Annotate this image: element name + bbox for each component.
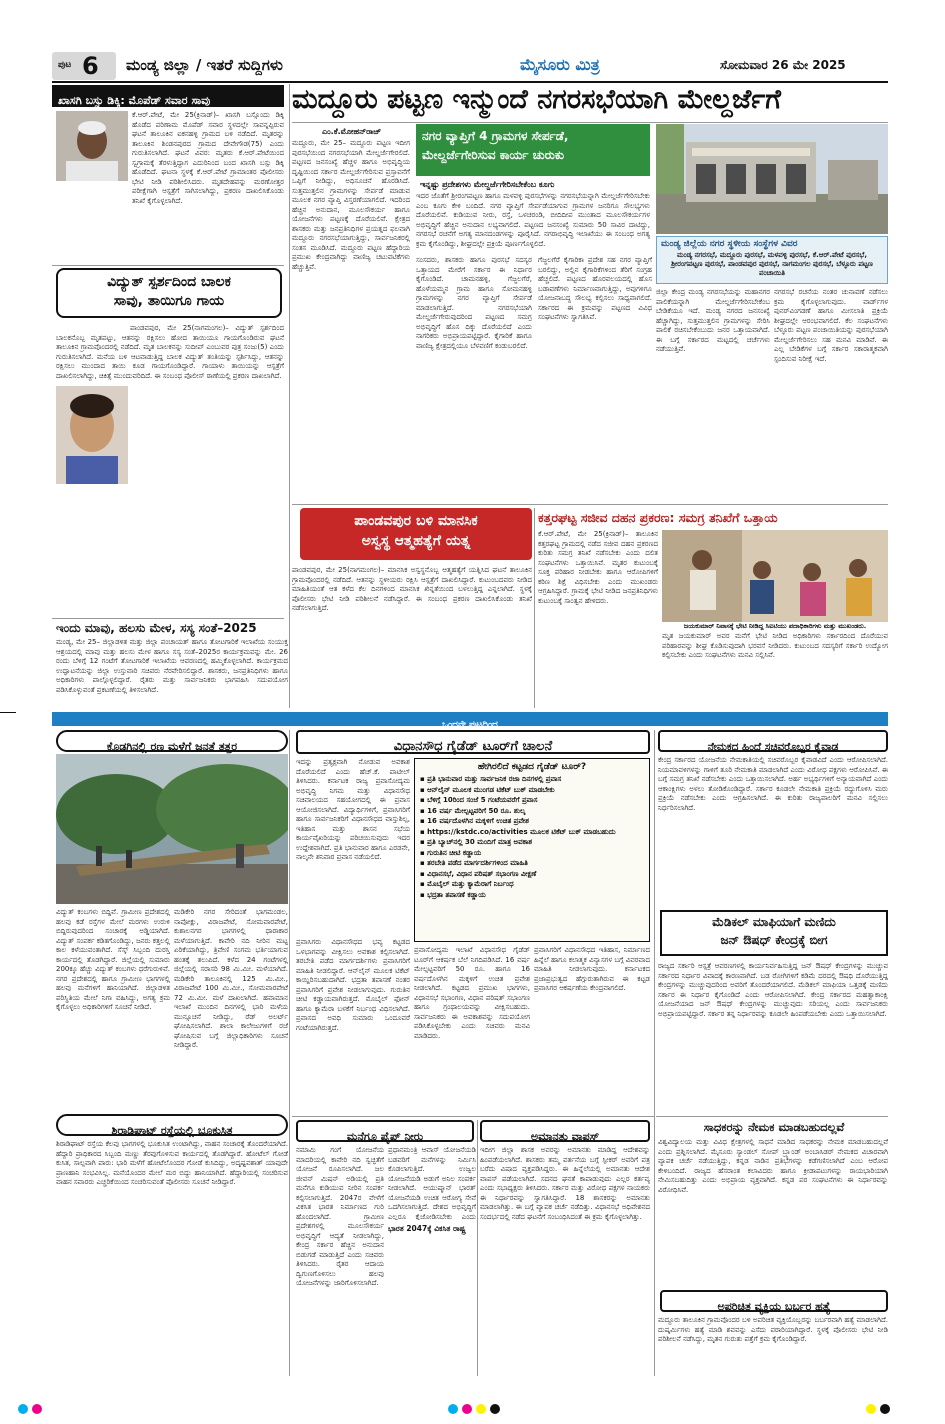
masthead [52,52,888,80]
landslide-body: ಶಿರಾಡಿಘಾಟ್ ರಸ್ತೆಯ ಕೆಲವು ಭಾಗಗಳಲ್ಲಿ ಭೂಕುಸಿತ ಉಂಟಾಗಿದ್ದು, ವಾಹನ ಸಂಚಾರಕ್ಕೆ ತೊಂದರೆಯಾಗಿದೆ. ಹೆದ್ದಾರಿ ಪ್ರಾಧಿಕಾರದ ಸಿಬ್ಬಂದಿ ಮಣ್ಣು ತೆರವುಗೊಳಿಸುವ ಕಾರ್ಯದಲ್ಲಿ ತೊಡಗಿದ್ದಾರೆ. ಹೋಟೆಲ್ ಗೋಡೆ ಕುಸಿತ, ಸಾಲ್ಪವಾಗಿ ಪಾರು: ಭಾರಿ ಮಳೆಗೆ ಹೋಟೆಲೊಂದರ ಗೋಡೆ ಕುಸಿದಿದ್ದು, ಅದೃಷ್ಟವಶಾತ್ ಯಾವುದೇ ಪ್ರಾಣಹಾನಿ ಸಂಭವಿಸಿಲ್ಲ. ಮನೆಯೊಂದರ ಮೇಲೆ ಮರ ಬಿದ್ದು ಹಾನಿಯಾಗಿದೆ. ಹೆದ್ದಾರಿಯಲ್ಲಿ ಸಂಚರಿಸುವ ವಾಹನ ಸವಾರರು ಎಚ್ಚರಿಕೆಯಿಂದ ಸಂಚರಿಸುವಂತೆ ಪೊಲೀಸರು ಸೂಚನೆ ನೀಡಿದ್ದಾರೆ. [56,1140,288,1186]
landslide-headline: ಶಿರಾಡಿಘಾಟ್ ರಸ್ತೆಯಲ್ಲಿ ಭೂಕುಸಿತ [111,1124,233,1137]
electric-shock-headline-2: ಸಾವು, ತಾಯಿಗೂ ಗಾಯ [113,293,225,309]
electric-shock-body: ಪಾಂಡವಪುರ, ಮೇ 25(ನಾಗಮಂಗಲ)– ವಿದ್ಯುತ್ ಸ್ಪರ್ಶದಿಂದ ಬಾಲಕನೊಬ್ಬ ಮೃತಪಟ್ಟು, ಆತನನ್ನು ರಕ್ಷಿಸಲು ಹೋದ ತಾಯಿಯೂ ಗಾಯಗೊಂಡಿರುವ ಘಟನೆ ತಾಲೂಕಿನ ಗ್ರಾಮವೊಂದರಲ್ಲಿ ನಡೆದಿದೆ. ಮೃತ ಬಾಲಕನನ್ನು ಸುದೀಪ್ ಎಂಬುವರ ಪುತ್ರ ಸಂಜು(5) ಎಂದು ಗುರುತಿಸಲಾಗಿದೆ. ಮನೆಯ ಬಳಿ ಆಟವಾಡುತ್ತಿದ್ದ ಬಾಲಕ ವಿದ್ಯುತ್ ತಂತಿಯನ್ನು ಸ್ಪರ್ಶಿಸಿದ್ದು, ಆತನನ್ನು ರಕ್ಷಿಸಲು ಮುಂದಾದ ತಾಯಿ ಕೂಡ ಗಾಯಗೊಂಡಿದ್ದಾರೆ. ಗಾಯಾಳು ತಾಯಿಯನ್ನು ಆಸ್ಪತ್ರೆಗೆ ದಾಖಲಿಸಲಾಗಿದ್ದು, ಚಿಕಿತ್ಸೆ ಮುಂದುವರಿದಿದೆ. ಈ ಸಂಬಂಧ ಪೊಲೀಸ್ ಠಾಣೆಯಲ್ಲಿ ಪ್ರಕರಣ ದಾಖಲಾಗಿದೆ. [56,324,284,380]
tour-info-item: ▪ ವಿಧಾನಸಭೆ, ವಿಧಾನ ಪರಿಷತ್ ಸಭಾಂಗಣ ವೀಕ್ಷಣೆ [420,869,537,878]
sidebar-body: ಮಂಡ್ಯ ನಗರಸಭೆ, ಮದ್ದೂರು ಪುರಸಭೆ, ಮಳವಳ್ಳಿ ಪುರಸಭೆ, ಕೆ.ಆರ್.ಪೇಟೆ ಪುರಸಭೆ, ಶ್ರೀರಂಗಪಟ್ಟಣ ಪುರಸಭೆ, ಪಾಂಡವಪುರ ಪುರಸಭೆ, ನಾಗಮಂಗಲ ಪುರಸಭೆ, ಬೆಳ್ಳೂರು ಪಟ್ಟಣ ಪಂಚಾಯಿತಿ [671,251,873,277]
maddur-col6: ನಗರಸಭೆ ರಚನೆಯ ನಂತರ ಚುನಾವಣೆ ನಡೆಸಲು ಕ್ರಮ ಕೈಗೊಳ್ಳಲಾಗುವುದು. ವಾರ್ಡ್‌ಗಳ ಪುನರ್‌ವಿಂಗಡಣೆ ಹಾಗೂ ಮೀಸಲಾತಿ ಪ್ರಕ್ರಿಯೆ ಶೀಘ್ರದಲ್ಲೇ ಆರಂಭವಾಗಲಿದೆ. ಕೆಲ ಸಂಘಟನೆಗಳು ಬೆಳ್ಳೂರು ಪಟ್ಟಣ ಪಂಚಾಯಿತಿಯನ್ನು ಪುರಸಭೆಯಾಗಿ ಮೇಲ್ದರ್ಜೆಗೇರಿಸಲು ಸಹ ಮನವಿ ಮಾಡಿವೆ. ಈ ಎಲ್ಲ ಬೇಡಿಕೆಗಳ ಬಗ್ಗೆ ಸರ್ಕಾರ ಸಕಾರಾತ್ಮಕವಾಗಿ ಸ್ಪಂದಿಸುವ ನಿರೀಕ್ಷೆ ಇದೆ. [774,288,888,363]
fruit-fair-body: ಮಂಡ್ಯ, ಮೇ 25– ಜಿಲ್ಲಾಡಳಿತ ಮತ್ತು ಜಿಲ್ಲಾ ಪಂಚಾಯತ್ ಹಾಗೂ ತೋಟಗಾರಿಕೆ ಇಲಾಖೆಯ ಸಂಯುಕ್ತ ಆಶ್ರಯದಲ್ಲಿ ಮಾವು ಮತ್ತು ಹಲಸು ಮೇಳ ಹಾಗೂ ಸಸ್ಯ ಸಂತೆ–2025ರ ಕಾರ್ಯಕ್ರಮವನ್ನು ಮೇ. 26 ರಂದು ಬೆಳಿಗ್ಗೆ 12 ಗಂಟೆಗೆ ತೋಟಗಾರಿಕೆ ಇಲಾಖೆಯ ಆವರಣದಲ್ಲಿ ಹಮ್ಮಿಕೊಳ್ಳಲಾಗಿದೆ. ಕಾರ್ಯಕ್ರಮದ ಉದ್ಘಾಟನೆಯನ್ನು ಜಿಲ್ಲಾ ಉಸ್ತುವಾರಿ ಸಚಿವರು ನೆರವೇರಿಸಲಿದ್ದಾರೆ. ಶಾಸಕರು, ಜನಪ್ರತಿನಿಧಿಗಳು ಹಾಗೂ ಅಧಿಕಾರಿಗಳು ಪಾಲ್ಗೊಳ್ಳಲಿದ್ದಾರೆ. ರೈತರು ಮತ್ತು ಸಾರ್ವಜನಿಕರು ಭಾಗವಹಿಸಿ ಸದುಪಯೋಗ ಪಡಿಸಿಕೊಳ್ಳುವಂತೆ ಪ್ರಕಟಣೆಯಲ್ಲಿ ತಿಳಿಸಲಾಗಿದೆ. [56,638,288,694]
divider [292,122,888,123]
continued-label: ಒಂದನೇ ಪುಟದಿಂದ [442,720,498,730]
electric-shock-headline-1: ವಿದ್ಯುತ್ ಸ್ಪರ್ಶದಿಂದ ಬಾಲಕ [107,274,231,290]
maddur-sidebar [656,236,888,284]
kodagu-headline-box [56,730,288,752]
municipal-building-image [656,124,888,234]
bus-accident-headline-bar [52,85,284,107]
sidebar-title: ಮಂಡ್ಯ ಜಿಲ್ಲೆಯ ನಗರ ಸ್ಥಳೀಯ ಸಂಸ್ಥೆಗಳ ವಿವರ [661,239,798,249]
registration-mark [462,1404,472,1414]
kodagu-body: ವಿದ್ಯುತ್ ಕಂಬಗಳು ಬಿದ್ದಿವೆ. ಗ್ರಾಮೀಣ ಪ್ರದೇಶದಲ್ಲಿ ಹಲವು ಕಡೆ ರಸ್ತೆಗಳ ಮೇಲೆ ಮರಗಳು ಉರುಳಿ ಬಿದ್ದಿರುವುದರಿಂದ ಸಂಚಾರಕ್ಕೆ ಅಡ್ಡಿಯಾಗಿದೆ. ವಿದ್ಯುತ್ ಸಂಪರ್ಕ ಕಡಿತಗೊಂಡಿದ್ದು, ಜನರು ಕತ್ತಲಲ್ಲಿ ಕಾಲ ಕಳೆಯುವಂತಾಗಿದೆ. ಸೆಸ್ಕ್ ಸಿಬ್ಬಂದಿ ದುರಸ್ತಿ ಕಾರ್ಯದಲ್ಲಿ ತೊಡಗಿದ್ದಾರೆ. ಜಿಲ್ಲೆಯಲ್ಲಿ ಸುಮಾರು 200ಕ್ಕೂ ಹೆಚ್ಚು ವಿದ್ಯುತ್ ಕಂಬಗಳು ಧರೆಗುರುಳಿವೆ. ನಗರ ಪ್ರದೇಶದಲ್ಲಿ ಹಾಗೂ ಗ್ರಾಮೀಣ ಭಾಗಗಳಲ್ಲಿ ಹಲವು ಮನೆಗಳಿಗೆ ಹಾನಿಯಾಗಿದೆ. ಜಿಲ್ಲಾಡಳಿತ ಪರಿಸ್ಥಿತಿಯ ಮೇಲೆ ನಿಗಾ ವಹಿಸಿದ್ದು, ಅಗತ್ಯ ಕ್ರಮ ಕೈಗೊಳ್ಳಲು ಅಧಿಕಾರಿಗಳಿಗೆ ಸೂಚನೆ ನೀಡಿದೆ. [56,908,170,1011]
column-rule [289,84,290,708]
neemakada-body: ಕೇಂದ್ರ ಸರ್ಕಾರದ ಯೋಜನೆಯ ನೇಮಕಾತಿಯಲ್ಲಿ ಸಚಿವರೊಬ್ಬರ ಕೈವಾಡವಿದೆ ಎಂದು ಆರೋಪಿಸಲಾಗಿದೆ. ನಿಯಮಾವಳಿಗಳನ್ನು ಗಾಳಿಗೆ ತೂರಿ ನೇಮಕಾತಿ ಮಾಡಲಾಗಿದೆ ಎಂದು ವಿರೋಧ ಪಕ್ಷಗಳು ಆರೋಪಿಸಿವೆ. ಈ ಬಗ್ಗೆ ಸಮಗ್ರ ತನಿಖೆ ನಡೆಸಬೇಕು ಎಂದು ಒತ್ತಾಯಿಸಲಾಗಿದೆ. ಅರ್ಹ ಅಭ್ಯರ್ಥಿಗಳಿಗೆ ಅನ್ಯಾಯವಾಗಿದೆ ಎಂದು ಆಕಾಂಕ್ಷಿಗಳು ಅಳಲು ತೋಡಿಕೊಂಡಿದ್ದಾರೆ. ಸರ್ಕಾರ ಕೂಡಲೇ ನೇಮಕಾತಿ ಪ್ರಕ್ರಿಯೆ ರದ್ದುಗೊಳಿಸಿ ಮರು ಪ್ರಕ್ರಿಯೆ ನಡೆಸಬೇಕು ಎಂದು ಆಗ್ರಹಿಸಲಾಗಿದೆ. ಈ ಕುರಿತು ರಾಜ್ಯಪಾಲರಿಗೆ ಮನವಿ ಸಲ್ಲಿಸಲು ನಿರ್ಧರಿಸಲಾಗಿದೆ. [658,756,888,812]
registration-mark [18,1404,28,1414]
suicide-headline-box [300,508,532,560]
manegu-headline-box [296,1120,474,1142]
vidhana-body: ಇದನ್ನು ಪ್ರತ್ಯಕ್ಷವಾಗಿ ನೋಡುವ ಅವಕಾಶ ದೊರೆಯಲಿದೆ ಎಂದು ಹೆಚ್.ಕೆ. ಪಾಟೀಲ್ ತಿಳಿಸಿದರು. ಕರ್ನಾಟಕ ರಾಜ್ಯ ಪ್ರವಾಸೋದ್ಯಮ ಅಭಿವೃದ್ಧಿ ನಿಗಮ ಮತ್ತು ವಿಧಾನಸೌಧ ಸಚಿವಾಲಯದ ಸಹಯೋಗದಲ್ಲಿ ಈ ಪ್ರವಾಸ ಆಯೋಜಿಸಲಾಗಿದೆ. ವಿದ್ಯಾರ್ಥಿಗಳಿಗೆ, ಪ್ರವಾಸಿಗರಿಗೆ ಹಾಗೂ ಸಾರ್ವಜನಿಕರಿಗೆ ವಿಧಾನಸೌಧದ ವಾಸ್ತುಶಿಲ್ಪ, ಇತಿಹಾಸ ಮತ್ತು ಶಾಸನ ಸಭೆಯ ಕಾರ್ಯವೈಖರಿಯನ್ನು ಪರಿಚಯಿಸುವುದು ಇದರ ಉದ್ದೇಶವಾಗಿದೆ. ಪ್ರತಿ ಭಾನುವಾರ ಹಾಗೂ ಎರಡನೇ, ನಾಲ್ಕನೇ ಶನಿವಾರ ಪ್ರವಾಸ ನಡೆಯಲಿದೆ. [296,758,410,861]
maddur-col4: ಗೆಜ್ಜಲಗೆರೆ ಕೈಗಾರಿಕಾ ಪ್ರದೇಶ ಸಹ ನಗರ ವ್ಯಾಪ್ತಿಗೆ ಬರಲಿದ್ದು, ಅಲ್ಲಿನ ಕೈಗಾರಿಕೆಗಳಿಂದ ತೆರಿಗೆ ಸಂಗ್ರಹ ಹೆಚ್ಚಲಿದೆ. ಪಟ್ಟಣದ ಹೊರವಲಯದಲ್ಲಿ ಹೊಸ ಬಡಾವಣೆಗಳು ನಿರ್ಮಾಣವಾಗುತ್ತಿದ್ದು, ಅವುಗಳಿಗೂ ಯೋಜನಾಬದ್ಧ ಸೌಲಭ್ಯ ಕಲ್ಪಿಸಲು ಸಾಧ್ಯವಾಗಲಿದೆ. ಸರ್ಕಾರದ ಈ ಕ್ರಮವನ್ನು ಪಟ್ಟಣದ ವಿವಿಧ ಸಂಘಟನೆಗಳು ಸ್ವಾಗತಿಸಿವೆ. [538,256,652,321]
medical-mafia-headline-1: ಮೆಡಿಕಲ್ ಮಾಫಿಯಾಗೆ ಮಣಿದು [712,915,836,929]
maddur-sub-headline: ಇನ್ನಷ್ಟು ಪ್ರದೇಶಗಳು ಮೇಲ್ದರ್ಜೆಗೇರಿಸಬೇಕೆಂಬ ಕೂಗು [420,180,555,189]
kodagu-headline: ಕೊಡಗಿನಲ್ಲಿ ರಣ ಮಳೆಗೆ ಜನತೆ ತತ್ತರ [106,740,238,753]
divider [656,1116,888,1117]
continued-band [52,712,888,730]
kattaraghatta-headline: ಕತ್ತರಘಟ್ಟ ಸಜೀವ ದಹನ ಪ್ರಕರಣ: ಸಮಗ್ರ ತನಿಖೆಗೆ ಒತ್ತಾಯ [538,510,778,525]
maddur-col2: ಇದರ ಜೊತೆಗೆ ಶ್ರೀರಂಗಪಟ್ಟಣ ಹಾಗೂ ಮಳವಳ್ಳಿ ಪುರಸಭೆಗಳನ್ನು ನಗರಸಭೆಯನ್ನಾಗಿ ಮೇಲ್ದರ್ಜೆಗೇರಿಸಬೇಕು ಎಂಬ ಕೂಗು ಕೇಳಿ ಬಂದಿದೆ. ನಗರ ವ್ಯಾಪ್ತಿಗೆ ಸೇರ್ಪಡೆಯಾಗುವ ಗ್ರಾಮಗಳ ಜನರಿಗೂ ಸೌಲಭ್ಯಗಳು ದೊರೆಯಲಿವೆ. ಕುಡಿಯುವ ನೀರು, ರಸ್ತೆ, ಒಳಚರಂಡಿ, ಬೀದಿದೀಪ ಮುಂತಾದ ಮೂಲಸೌಕರ್ಯಗಳ ಅಭಿವೃದ್ಧಿಗೆ ಹೆಚ್ಚಿನ ಅನುದಾನ ಲಭ್ಯವಾಗಲಿದೆ. ಪಟ್ಟಣದ ಜನಸಂಖ್ಯೆ ಸುಮಾರು 50 ಸಾವಿರ ದಾಟಿದ್ದು, ನಗರಸಭೆ ರಚನೆಗೆ ಅಗತ್ಯ ಮಾನದಂಡಗಳನ್ನು ಪೂರೈಸಿದೆ. ನಗರಾಭಿವೃದ್ಧಿ ಇಲಾಖೆಯು ಈ ಸಂಬಂಧ ಅಗತ್ಯ ಕ್ರಮ ಕೈಗೊಂಡಿದ್ದು, ಶೀಘ್ರದಲ್ಲೇ ಪ್ರಕ್ರಿಯೆ ಪೂರ್ಣಗೊಳ್ಳಲಿದೆ. [416,192,650,248]
landslide-headline-box [56,1114,288,1136]
manegu-sub: ಭಾರತ 2047ಕ್ಕೆ ವಿಕಸಿತ ರಾಷ್ಟ್ರ [388,1224,466,1233]
visitors-image [662,530,888,622]
registration-mark [32,1404,42,1414]
tour-info-item: ▪ https://kstdc.co/activities ಮೂಲಕ ಟಿಕೆಟ್ ಬುಕ್ ಮಾಡಬಹುದು [420,827,616,836]
section-title: ಮಂಡ್ಯ ಜಿಲ್ಲಾ / ಇತರೆ ಸುದ್ದಿಗಳು [126,56,283,74]
registration-mark [866,1404,876,1414]
tour-info-item: ▪ ತರಬೇತಿ ಪಡೆದ ಮಾರ್ಗದರ್ಶಿಗಳಿಂದ ಮಾಹಿತಿ [420,859,528,867]
vidhana-body4: ಪ್ರವಾಸಿಗರಿಗೆ ವಿಧಾನಸೌಧದ ಇತಿಹಾಸ, ನಿರ್ಮಾಣದ ಹಿನ್ನೆಲೆ ಹಾಗೂ ಕಲಾತ್ಮಕ ವಿನ್ಯಾಸಗಳ ಬಗ್ಗೆ ವಿವರವಾದ ಮಾಹಿತಿ ನೀಡಲಾಗುವುದು. ಕರ್ನಾಟಕದ ಪ್ರಜಾಪ್ರಭುತ್ವದ ಹೆಗ್ಗುರುತಾಗಿರುವ ಈ ಕಟ್ಟಡ ಪ್ರವಾಸಿಗರ ಆಕರ್ಷಣೆಯ ಕೇಂದ್ರವಾಗಲಿದೆ. [534,946,650,992]
column-rule [477,1120,478,1376]
tour-box-title: ಹೇಗಿರಲಿದೆ ಕಟ್ಟಡದ ಗೈಡೆಡ್ ಟೂರ್? [477,762,587,772]
publication-date: ಸೋಮವಾರ 26 ಮೇ 2025 [720,58,846,72]
manegu-body2: ಪ್ರಧಾನಮಂತ್ರಿ ಆವಾಸ್ ಯೋಜನೆಯಡಿ ಬಡವರಿಗೆ ಮನೆಗಳನ್ನು ನಿರ್ಮಿಸಿ ಕೊಡಲಾಗುತ್ತಿದೆ. ಉಜ್ವಲ ಯೋಜನೆಯಡಿ ಅಡುಗೆ ಅನಿಲ ಸಂಪರ್ಕ ನೀಡಲಾಗಿದೆ. ಆಯುಷ್ಮಾನ್ ಭಾರತ್ ಯೋಜನೆಯಡಿ ಉಚಿತ ಆರೋಗ್ಯ ಸೇವೆ ಒದಗಿಸಲಾಗುತ್ತಿದೆ. ದೇಶದ ಅಭಿವೃದ್ಧಿಗೆ ಎಲ್ಲರೂ ಕೈಜೋಡಿಸಬೇಕು ಎಂದು [388,1146,476,1220]
fallen-tree-image [56,754,288,904]
kattaraghatta-caption: ಜಯಕುಮಾರ್ ನಿವಾಸಕ್ಕೆ ಭೇಟಿ ನೀಡಿದ್ದ ಸಿಐಟಿಯು ಪದಾಧಿಕಾರಿಗಳು ಮತ್ತು ಮುಖಂಡರು. [683,622,867,630]
tour-info-item: ▪ ಬೆಳಿಗ್ಗೆ 10ರಿಂದ ಸಂಜೆ 5 ಗಂಟೆಯವರೆಗೆ ಪ್ರವಾಸ [420,796,538,804]
maddur-col3: ಸಂಸದರು, ಶಾಸಕರು ಹಾಗೂ ಪುರಸಭೆ ಸದಸ್ಯರ ಒತ್ತಾಯದ ಮೇರೆಗೆ ಸರ್ಕಾರ ಈ ನಿರ್ಧಾರ ಕೈಗೊಂಡಿದೆ. ಚಾಮನಹಳ್ಳಿ, ಗೆಜ್ಜಲಗೆರೆ, ಹೊಳೆಯಮ್ಮನ ಗ್ರಾಮ ಹಾಗೂ ಸೋಮನಹಳ್ಳಿ ಗ್ರಾಮಗಳನ್ನು ನಗರ ವ್ಯಾಪ್ತಿಗೆ ಸೇರ್ಪಡೆ ಮಾಡಲಾಗುತ್ತಿದೆ. ನಗರಸಭೆಯಾಗಿ ಮೇಲ್ದರ್ಜೆಗೇರುವುದರಿಂದ ಪಟ್ಟಣದ ಸಮಗ್ರ ಅಭಿವೃದ್ಧಿಗೆ ಹೊಸ ದಿಕ್ಕು ದೊರೆಯಲಿದೆ ಎಂದು ನಾಗರಿಕರು ಅಭಿಪ್ರಾಯಪಟ್ಟಿದ್ದಾರೆ. ಕೈಗಾರಿಕೆ ಹಾಗೂ ವಾಣಿಜ್ಯ ಕ್ಷೇತ್ರದಲ್ಲಿಯೂ ಬೆಳವಣಿಗೆ ಕಂಡುಬರಲಿದೆ. [416,256,532,350]
vidhana-soudha-headline-box [296,730,650,754]
page-number: 6 [82,52,99,80]
neemakada-headline-box [658,730,888,752]
suicide-body: ಪಾಂಡವಪುರ, ಮೇ 25(ನಾಗಮಂಗಲ)– ಮಾನಸಿಕ ಅಸ್ವಸ್ಥನೊಬ್ಬ ಆತ್ಮಹತ್ಯೆಗೆ ಯತ್ನಿಸಿದ ಘಟನೆ ತಾಲೂಕಿನ ಗ್ರಾಮವೊಂದರಲ್ಲಿ ನಡೆದಿದೆ. ಆತನನ್ನು ಸ್ಥಳೀಯರು ರಕ್ಷಿಸಿ ಆಸ್ಪತ್ರೆಗೆ ದಾಖಲಿಸಿದ್ದಾರೆ. ಕುಟುಂಬದವರು ನೀಡಿದ ಮಾಹಿತಿಯಂತೆ ಆತ ಕಳೆದ ಕೆಲ ದಿನಗಳಿಂದ ಮಾನಸಿಕ ಖಿನ್ನತೆಯಿಂದ ಬಳಲುತ್ತಿದ್ದ ಎನ್ನಲಾಗಿದೆ. ಸ್ಥಳಕ್ಕೆ ಪೊಲೀಸರು ಭೇಟಿ ನೀಡಿ ಪರಿಶೀಲನೆ ನಡೆಸಿದ್ದಾರೆ. ಈ ಸಂಬಂಧ ಪ್ರಕರಣ ದಾಖಲಿಸಿಕೊಂಡು ತನಿಖೆ ನಡೆಸಲಾಗುತ್ತಿದೆ. [292,566,532,612]
column-rule [534,508,535,708]
portrait-image [56,111,128,181]
kattaraghatta-photo [662,530,888,622]
paper-name: ಮೈಸೂರು ಮಿತ್ರ [520,55,600,74]
elderly-man-photo [56,111,128,181]
tour-info-item: ▪ ಆನ್‌ಲೈನ್ ಮೂಲಕ ಮುಂಗಡ ಟಿಕೆಟ್ ಬುಕ್ ಮಾಡಬೇಕು [420,785,555,794]
suicide-headline-2: ಅಸ್ವಸ್ಥ ಆತ್ಮಹತ್ಯೆಗೆ ಯತ್ನ [361,533,471,549]
amanatu-headline: ಅಮಾನತು ವಾಪಸ್ [530,1130,600,1143]
kattaraghatta-body: ಕೆ.ಆರ್.ಪೇಟೆ, ಮೇ 25(ಕ್ರಿನಾಡ್)– ತಾಲೂಕಿನ ಕತ್ತರಘಟ್ಟ ಗ್ರಾಮದಲ್ಲಿ ನಡೆದ ಸಜೀವ ದಹನ ಪ್ರಕರಣದ ಕುರಿತು ಸಮಗ್ರ ತನಿಖೆ ನಡೆಸಬೇಕು ಎಂದು ದಲಿತ ಸಂಘಟನೆಗಳು ಒತ್ತಾಯಿಸಿವೆ. ಮೃತರ ಕುಟುಂಬಕ್ಕೆ ಸೂಕ್ತ ಪರಿಹಾರ ನೀಡಬೇಕು ಹಾಗೂ ಆರೋಪಿಗಳಿಗೆ ಕಠಿಣ ಶಿಕ್ಷೆ ವಿಧಿಸಬೇಕು ಎಂದು ಮುಖಂಡರು ಆಗ್ರಹಿಸಿದ್ದಾರೆ. ಗ್ರಾಮಕ್ಕೆ ಭೇಟಿ ನೀಡಿದ ಜನಪ್ರತಿನಿಧಿಗಳು ಕುಟುಂಬಕ್ಕೆ ಸಾಂತ್ವನ ಹೇಳಿದರು. [538,530,658,605]
suicide-headline-1: ಪಾಂಡವಪುರ ಬಳಿ ಮಾನಸಿಕ [354,513,478,529]
tour-info-item: ▪ ಮೊಬೈಲ್ ಮತ್ತು ಕ್ಯಾಮೆರಾಗೆ ನಿರ್ಬಂಧ [420,880,514,888]
green-box-line2: ಮೇಲ್ದರ್ಜೆಗೇರಿಸುವ ಕಾರ್ಯ ಚುರುಕು [422,148,565,162]
maddur-headline: ಮದ್ದೂರು ಪಟ್ಟಣ ಇನ್ಮುಂದೆ ನಗರಸಭೆಯಾಗಿ ಮೇಲ್ದರ್ಜೆಗೆ [292,84,781,115]
kodagu-rain-photo [56,754,288,904]
sadhakaru-headline: ಸಾಧಕರನ್ನು ನೇಮಕ ಮಾಡಬಹುದಲ್ಲವೆ [703,1120,845,1134]
aparichita-headline-box [660,1290,888,1312]
maddur-col1: ಮದ್ದೂರು, ಮೇ 25– ಮದ್ದೂರು ಪಟ್ಟಣ ಇದೀಗ ಪುರಸಭೆಯಿಂದ ನಗರಸಭೆಯಾಗಿ ಮೇಲ್ದರ್ಜೆಗೇರಲಿದೆ. ಪಟ್ಟಣದ ಜನಸಂಖ್ಯೆ ಹೆಚ್ಚಳ ಹಾಗೂ ಅಭಿವೃದ್ಧಿಯ ದೃಷ್ಟಿಯಿಂದ ಸರ್ಕಾರ ಮೇಲ್ದರ್ಜೆಗೇರಿಸುವ ಪ್ರಸ್ತಾವನೆಗೆ ಒಪ್ಪಿಗೆ ನೀಡಿದ್ದು, ಅಧಿಸೂಚನೆ ಹೊರಡಿಸಿದೆ. ಸುತ್ತಮುತ್ತಲಿನ ಗ್ರಾಮಗಳನ್ನು ಸೇರ್ಪಡೆ ಮಾಡುವ ಮೂಲಕ ನಗರ ವ್ಯಾಪ್ತಿ ವಿಸ್ತರಣೆಯಾಗಲಿದೆ. ಇದರಿಂದ ಹೆಚ್ಚಿನ ಅನುದಾನ, ಮೂಲಸೌಕರ್ಯ ಹಾಗೂ ಯೋಜನೆಗಳು ಪಟ್ಟಣಕ್ಕೆ ದೊರೆಯಲಿವೆ. ಕ್ಷೇತ್ರದ ಶಾಸಕರು ಮತ್ತು ಜನಪ್ರತಿನಿಧಿಗಳ ಪ್ರಯತ್ನದ ಫಲವಾಗಿ ಮದ್ದೂರು ನಗರಸಭೆಯಾಗುತ್ತಿದ್ದು, ಸಾರ್ವಜನಿಕರಲ್ಲಿ ಸಂತಸ ಮೂಡಿಸಿದೆ. ಮದ್ದೂರು ಪಟ್ಟಣ ಹೆದ್ದಾರಿಯ ಪ್ರಮುಖ ಕೇಂದ್ರವಾಗಿದ್ದು ವಾಣಿಜ್ಯ ಚಟುವಟಿಕೆಗಳು ಹೆಚ್ಚುತ್ತಿವೆ. [292,139,410,271]
green-box-line1: ನಗರ ವ್ಯಾಪ್ತಿಗೆ 4 ಗ್ರಾಮಗಳ ಸೇರ್ಪಡೆ, [422,129,569,143]
page-number-badge [52,52,116,80]
page-label: ಪುಟ [58,60,72,70]
fruit-fair-headline: ಇಂದು ಮಾವು, ಹಲಸು ಮೇಳ, ಸಸ್ಯ ಸಂತೆ–2025 [56,621,257,635]
amanatu-body: ಇದೀಗ ಜಿಲ್ಲಾ ಶಾಸಕ ಅವರನ್ನು ಅಮಾನತು ಮಾಡಿದ್ದ ಆದೇಶವನ್ನು ಹಿಂಪಡೆಯಲಾಗಿದೆ. ಶಾಸಕರು ತಮ್ಮ ವರ್ತನೆಯ ಬಗ್ಗೆ ಸ್ಪೀಕರ್ ಅವರಿಗೆ ಪತ್ರ ಬರೆದು ವಿಷಾದ ವ್ಯಕ್ತಪಡಿಸಿದ್ದರು. ಈ ಹಿನ್ನೆಲೆಯಲ್ಲಿ ಅಮಾನತು ಆದೇಶ ವಾಪಸ್ ಪಡೆಯಲಾಗಿದೆ. ಸದನದ ಘನತೆ ಕಾಪಾಡುವುದು ಎಲ್ಲರ ಕರ್ತವ್ಯ ಎಂದು ಸಭಾಧ್ಯಕ್ಷರು ತಿಳಿಸಿದರು. ಸರ್ಕಾರ ಮತ್ತು ವಿರೋಧ ಪಕ್ಷಗಳ ನಾಯಕರು ಈ ನಿರ್ಧಾರವನ್ನು ಸ್ವಾಗತಿಸಿದ್ದಾರೆ. 18 ಶಾಸಕರನ್ನು ಅಮಾನತು ಮಾಡಲಾಗಿತ್ತು. ಈ ಬಗ್ಗೆ ವ್ಯಾಪಕ ಚರ್ಚೆ ನಡೆದಿತ್ತು. ವಿಧಾನಸಭೆ ಅಧಿವೇಶನದ ಸಂದರ್ಭದಲ್ಲಿ ನಡೆದ ಘಟನೆಗೆ ಸಂಬಂಧಿಸಿದಂತೆ ಈ ಕ್ರಮ ಕೈಗೊಳ್ಳಲಾಗಿತ್ತು. [480,1146,650,1221]
tour-info-item: ▪ ಪ್ರತಿ ಭಾನುವಾರ ಮತ್ತು ಸಾರ್ವಜನಿಕ ರಜಾ ದಿನಗಳಲ್ಲಿ ಪ್ರವಾಸ [420,775,562,783]
kattaraghatta-body2: ಮೃತ ಜಯಕುಮಾರ್ ಅವರ ಮನೆಗೆ ಭೇಟಿ ನೀಡಿದ ಅಧಿಕಾರಿಗಳು ಸರ್ಕಾರದಿಂದ ದೊರೆಯುವ ಪರಿಹಾರವನ್ನು ಶೀಘ್ರ ಕೊಡಿಸುವುದಾಗಿ ಭರವಸೆ ನೀಡಿದರು. ಕುಟುಂಬದ ಸದಸ್ಯರಿಗೆ ಸರ್ಕಾರಿ ಉದ್ಯೋಗ ಕಲ್ಪಿಸಬೇಕು ಎಂದು ಸಂಘಟನೆಗಳು ಮನವಿ ಸಲ್ಲಿಸಿವೆ. [662,632,888,659]
bus-accident-headline: ಖಾಸಗಿ ಬಸ್ಸು ಡಿಕ್ಕಿ: ಮೊಪೆಡ್ ಸವಾರ ಸಾವು [58,94,211,107]
maddur-building-photo [656,124,888,234]
medical-mafia-body: ರಾಜ್ಯದ ಸರ್ಕಾರಿ ಆಸ್ಪತ್ರೆ ಆವರಣಗಳಲ್ಲಿ ಕಾರ್ಯನಿರ್ವಹಿಸುತ್ತಿದ್ದ ಜನ್ ಔಷಧ್ ಕೇಂದ್ರಗಳನ್ನು ಮುಚ್ಚುವ ಸರ್ಕಾರದ ನಿರ್ಧಾರ ವಿವಾದಕ್ಕೆ ಕಾರಣವಾಗಿದೆ. ಬಡ ರೋಗಿಗಳಿಗೆ ಕಡಿಮೆ ದರದಲ್ಲಿ ಔಷಧಿ ದೊರೆಯುತ್ತಿದ್ದ ಕೇಂದ್ರಗಳನ್ನು ಮುಚ್ಚುವುದರಿಂದ ಅವರಿಗೆ ತೊಂದರೆಯಾಗಲಿದೆ. ಮೆಡಿಕಲ್ ಮಾಫಿಯಾ ಒತ್ತಡಕ್ಕೆ ಮಣಿದು ಸರ್ಕಾರ ಈ ನಿರ್ಧಾರ ಕೈಗೊಂಡಿದೆ ಎಂದು ಆರೋಪಿಸಲಾಗಿದೆ. ಕೇಂದ್ರ ಸರ್ಕಾರದ ಮಹತ್ವಾಕಾಂಕ್ಷಿ ಯೋಜನೆಯಾದ ಜನ್ ಔಷಧ್ ಕೇಂದ್ರಗಳನ್ನು ಮುಚ್ಚುವುದು ಸರಿಯಲ್ಲ ಎಂದು ಸಾರ್ವಜನಿಕರು ಅಭಿಪ್ರಾಯಪಟ್ಟಿದ್ದಾರೆ. ಸರ್ಕಾರ ತನ್ನ ನಿರ್ಧಾರವನ್ನು ಕೂಡಲೇ ಹಿಂಪಡೆಯಬೇಕು ಎಂದು ಒತ್ತಾಯಿಸಲಾಗಿದೆ. [658,962,888,1018]
registration-mark [448,1404,458,1414]
maddur-col5: ಜಿಲ್ಲಾ ಕೇಂದ್ರ ಮಂಡ್ಯ ನಗರಸಭೆಯನ್ನು ಮಹಾನಗರ ಪಾಲಿಕೆಯನ್ನಾಗಿ ಮೇಲ್ದರ್ಜೆಗೇರಿಸಬೇಕೆಂಬ ಬೇಡಿಕೆಯೂ ಇದೆ. ಮಂಡ್ಯ ನಗರದ ಜನಸಂಖ್ಯೆ ಹೆಚ್ಚಾಗಿದ್ದು, ಸುತ್ತಮುತ್ತಲಿನ ಗ್ರಾಮಗಳನ್ನು ಸೇರಿಸಿ ಪಾಲಿಕೆ ರಚಿಸಬೇಕೆಂಬುದು ಜನರ ಒತ್ತಾಯವಾಗಿದೆ. ಈ ಬಗ್ಗೆ ಸರ್ಕಾರದ ಮಟ್ಟದಲ್ಲಿ ಚರ್ಚೆಗಳು ನಡೆಯುತ್ತಿವೆ. [656,288,770,353]
column-rule [289,730,290,1376]
crop-mark [0,712,16,713]
divider [52,265,284,266]
bus-accident-body-cont [56,183,130,263]
kodagu-body2: ಮಡಿಕೇರಿ ನಗರ ಸೇರಿದಂತೆ ಭಾಗಮಂಡಲ, ನಾಪೋಕ್ಲು, ವಿರಾಜಪೇಟೆ, ಸೋಮವಾರಪೇಟೆ, ಕುಶಾಲನಗರ ಭಾಗಗಳಲ್ಲಿ ಧಾರಾಕಾರ ಮಳೆಯಾಗುತ್ತಿದೆ. ಕಾವೇರಿ ನದಿ ನೀರಿನ ಮಟ್ಟ ಏರಿಕೆಯಾಗಿದ್ದು, ತ್ರಿವೇಣಿ ಸಂಗಮ ಭರ್ತಿಯಾಗುವ ಹಂತಕ್ಕೆ ತಲುಪಿದೆ. ಕಳೆದ 24 ಗಂಟೆಗಳಲ್ಲಿ ಜಿಲ್ಲೆಯಲ್ಲಿ ಸರಾಸರಿ 98 ಮಿ.ಮೀ. ಮಳೆಯಾಗಿದೆ. ಮಡಿಕೇರಿ ತಾಲೂಕಿನಲ್ಲಿ 125 ಮಿ.ಮೀ., ವಿರಾಜಪೇಟೆ 100 ಮಿ.ಮೀ., ಸೋಮವಾರಪೇಟೆ 72 ಮಿ.ಮೀ. ಮಳೆ ದಾಖಲಾಗಿದೆ. ಹವಾಮಾನ ಇಲಾಖೆ ಮುಂದಿನ ದಿನಗಳಲ್ಲಿ ಭಾರಿ ಮಳೆಯ ಮುನ್ಸೂಚನೆ ನೀಡಿದ್ದು, ರೆಡ್ ಅಲರ್ಟ್ ಘೋಷಿಸಲಾಗಿದೆ. ಶಾಲಾ ಕಾಲೇಜುಗಳಿಗೆ ರಜೆ ಘೋಷಿಸುವ ಬಗ್ಗೆ ಜಿಲ್ಲಾಧಿಕಾರಿಗಳು ಸೂಚನೆ ನೀಡಿದ್ದಾರೆ. [174,908,288,1049]
registration-mark [490,1404,500,1414]
tour-info-list [420,774,644,900]
maddur-byline: ಎಂ.ಕೆ.ಮೋಹನ್‌ರಾಜ್ [322,127,382,136]
divider [292,504,888,505]
neemakada-headline: ನೇಮಕದ ಹಿಂದೆ ಸಚಿವರೊಬ್ಬರ ಕೈವಾಡ [707,741,839,753]
column-rule [654,730,655,1376]
masthead-rule [52,81,888,83]
maddur-green-box [416,124,650,176]
tour-info-item: ▪ 16 ವರ್ಷದೊಳಗಿನ ಮಕ್ಕಳಿಗೆ ಉಚಿತ ಪ್ರವೇಶ [420,817,530,825]
tour-info-item: ▪ ಗುರುತಿನ ಚೀಟಿ ಕಡ್ಡಾಯ [420,848,482,857]
manegu-headline: ಮನೆಗೂ ಪೈಪ್ ನೀರು [346,1130,424,1143]
sadhakaru-body: ವಿಶ್ವವಿದ್ಯಾಲಯ ಮತ್ತು ವಿವಿಧ ಕ್ಷೇತ್ರಗಳಲ್ಲಿ ಸಾಧನೆ ಮಾಡಿದ ಸಾಧಕರನ್ನು ನೇಮಕ ಮಾಡಬಹುದಲ್ಲವೆ ಎಂದು ಪ್ರಶ್ನಿಸಲಾಗಿದೆ. ಮೈಸೂರು ಸ್ಯಾಂಡಲ್ ಸೋಪ್ ಬ್ರ್ಯಾಂಡ್ ಅಂಬಾಸಿಡರ್ ನೇಮಕದ ವಿಚಾರವಾಗಿ ವ್ಯಾಪಕ ಚರ್ಚೆ ನಡೆಯುತ್ತಿದ್ದು, ಕನ್ನಡ ನಾಡಿನ ಪ್ರತಿಭೆಗಳನ್ನು ಕಡೆಗಣಿಸಲಾಗಿದೆ ಎಂಬ ಆರೋಪ ಕೇಳಿಬಂದಿದೆ. ರಾಜ್ಯದ ಹೆಸರಾಂತ ಕಲಾವಿದರು ಹಾಗೂ ಕ್ರೀಡಾಪಟುಗಳನ್ನು ರಾಯಭಾರಿಯಾಗಿ ನೇಮಿಸಬಹುದಿತ್ತು ಎಂದು ಅಭಿಪ್ರಾಯ ವ್ಯಕ್ತವಾಗಿದೆ. ಕನ್ನಡ ಪರ ಸಂಘಟನೆಗಳು ಈ ನಿರ್ಧಾರವನ್ನು ವಿರೋಧಿಸಿವೆ. [658,1138,888,1194]
registration-mark [476,1404,486,1414]
amanatu-headline-box [480,1120,650,1142]
manegu-body: ನಮಾಮಿ ಗಂಗೆ ಯೋಜನೆಯ ಮಾದರಿಯಲ್ಲಿ ಕಾವೇರಿ ನದಿ ಸ್ವಚ್ಛತೆಗೆ ಯೋಜನೆ ರೂಪಿಸಲಾಗಿದೆ. ಜಲ ಜೀವನ್ ಮಿಷನ್ ಅಡಿಯಲ್ಲಿ ಪ್ರತಿ ಮನೆಗೂ ಕುಡಿಯುವ ನೀರಿನ ಸಂಪರ್ಕ ಕಲ್ಪಿಸಲಾಗುತ್ತಿದೆ. 2047ರ ವೇಳೆಗೆ ವಿಕಸಿತ ಭಾರತ ನಿರ್ಮಾಣದ ಗುರಿ ಹೊಂದಲಾಗಿದೆ. ಗ್ರಾಮೀಣ ಪ್ರದೇಶಗಳಲ್ಲಿ ಮೂಲಸೌಕರ್ಯ ಅಭಿವೃದ್ಧಿಗೆ ಆದ್ಯತೆ ನೀಡಲಾಗಿದ್ದು, ಕೇಂದ್ರ ಸರ್ಕಾರ ಹೆಚ್ಚಿನ ಅನುದಾನ ಬಿಡುಗಡೆ ಮಾಡುತ್ತಿದೆ ಎಂದು ಸಚಿವರು ತಿಳಿಸಿದರು. ರೈತರ ಆದಾಯ ದ್ವಿಗುಣಗೊಳಿಸಲು ಹಲವು ಯೋಜನೆಗಳನ್ನು ಜಾರಿಗೊಳಿಸಲಾಗಿದೆ. [296,1146,384,1287]
tour-info-item: ▪ 16 ವರ್ಷ ಮೇಲ್ಪಟ್ಟವರಿಗೆ 50 ರೂ. ಶುಲ್ಕ [420,806,526,815]
medical-mafia-headline-2: ಜನ್ ಔಷಧ್ ಕೇಂದ್ರಕ್ಕೆ ಬೀಗ [720,933,828,947]
registration-mark [880,1404,890,1414]
divider [52,618,284,619]
aparichita-headline: ಅಪರಿಚಿತ ವ್ಯಕ್ತಿಯ ಬರ್ಬರ ಹತ್ಯೆ [717,1300,831,1313]
tour-info-box [414,758,650,942]
tour-info-item: ▪ ಭದ್ರತಾ ತಪಾಸಣೆ ಕಡ್ಡಾಯ [420,890,486,899]
electric-shock-headline-box [56,268,282,318]
divider [292,1116,654,1117]
medical-mafia-headline-box [660,910,888,956]
vidhana-soudha-headline: ವಿಧಾನಸೌಧ ಗೈಡೆಡ್ ಟೂರ್‌ಗೆ ಚಾಲನೆ [393,739,553,754]
bus-accident-body: ಕೆ.ಆರ್.ಪೇಟೆ, ಮೇ 25(ಕ್ರಿನಾಡ್)– ಖಾಸಗಿ ಬಸ್ಸೊಂದು ಡಿಕ್ಕಿ ಹೊಡೆದ ಪರಿಣಾಮ ಮೊಪೆಡ್ ಸವಾರ ಸ್ಥಳದಲ್ಲೇ ಸಾವನ್ನಪ್ಪಿರುವ ಘಟನೆ ತಾಲೂಕಿನ ಐಕನಹಳ್ಳಿ ಗ್ರಾಮದ ಬಳಿ ನಡೆದಿದೆ. ಮೃತರನ್ನು ತಾಲೂಕಿನ ಶಿಂಡನಪುರದ ಗ್ರಾಮದ ದೇವೇಗೌಡ(75) ಎಂದು ಗುರುತಿಸಲಾಗಿದೆ. ಘಟನೆ ವಿವರ: ಮೃತರು ಕೆ.ಆರ್.ಪೇಟೆಯಿಂದ ಸ್ವಗ್ರಾಮಕ್ಕೆ ತೆರಳುತ್ತಿದ್ದಾಗ ಎದುರಿನಿಂದ ಬಂದ ಖಾಸಗಿ ಬಸ್ಸು ಡಿಕ್ಕಿ ಹೊಡೆದಿದೆ. ಘಟನಾ ಸ್ಥಳಕ್ಕೆ ಕೆ.ಆರ್.ಪೇಟೆ ಗ್ರಾಮಾಂತರ ಪೊಲೀಸರು ಭೇಟಿ ನೀಡಿ ಪರಿಶೀಲಿಸಿದರು. ಮೃತದೇಹವನ್ನು ಮರಣೋತ್ತರ ಪರೀಕ್ಷೆಗಾಗಿ ಆಸ್ಪತ್ರೆಗೆ ಸಾಗಿಸಲಾಗಿದ್ದು, ಪ್ರಕರಣ ದಾಖಲಿಸಿಕೊಂಡು ತನಿಖೆ ಕೈಗೊಳ್ಳಲಾಗಿದೆ. [132,111,284,205]
tour-info-item: ▪ ಪ್ರತಿ ಬ್ಯಾಚ್‌ನಲ್ಲಿ 30 ಮಂದಿಗೆ ಮಾತ್ರ ಅವಕಾಶ [420,838,533,846]
vidhana-body3: ಪ್ರವಾಸೋದ್ಯಮ ಇಲಾಖೆ ವಿಧಾನಸೌಧ ಗೈಡೆಡ್ ಟೂರ್‌ಗೆ ಆಕರ್ಷಕ ಬೆಲೆ ನಿಗದಿಪಡಿಸಿದೆ. 16 ವರ್ಷ ಮೇಲ್ಪಟ್ಟವರಿಗೆ 50 ರೂ. ಹಾಗೂ 16 ವರ್ಷದೊಳಗಿನ ಮಕ್ಕಳಿಗೆ ಉಚಿತ ಪ್ರವೇಶ ನೀಡಲಾಗಿದೆ. ಕಟ್ಟಡದ ಪ್ರಮುಖ ಭಾಗಗಳು, ವಿಧಾನಸಭೆ ಸಭಾಂಗಣ, ವಿಧಾನ ಪರಿಷತ್ ಸಭಾಂಗಣ ಹಾಗೂ ಗ್ರಂಥಾಲಯವನ್ನು ವೀಕ್ಷಿಸಬಹುದು. ಸಾರ್ವಜನಿಕರು ಈ ಅವಕಾಶವನ್ನು ಸದುಪಯೋಗ ಪಡಿಸಿಕೊಳ್ಳಬೇಕು ಎಂದು ಸಚಿವರು ಮನವಿ ಮಾಡಿದರು. [414,946,530,1040]
vidhana-body2: ಪ್ರವಾಸಿಗರು ವಿಧಾನಸೌಧದ ಭವ್ಯ ಕಟ್ಟಡದ ಒಳಭಾಗವನ್ನು ವೀಕ್ಷಿಸಲು ಅವಕಾಶ ಕಲ್ಪಿಸಲಾಗಿದೆ. ತರಬೇತಿ ಪಡೆದ ಮಾರ್ಗದರ್ಶಿಗಳು ಪ್ರವಾಸಿಗರಿಗೆ ಮಾಹಿತಿ ನೀಡಲಿದ್ದಾರೆ. ಆನ್‌ಲೈನ್ ಮೂಲಕ ಟಿಕೆಟ್ ಕಾಯ್ದಿರಿಸಬಹುದಾಗಿದೆ. ಭದ್ರತಾ ತಪಾಸಣೆ ನಂತರ ಪ್ರವಾಸಿಗರಿಗೆ ಪ್ರವೇಶ ನೀಡಲಾಗುವುದು. ಗುರುತಿನ ಚೀಟಿ ಕಡ್ಡಾಯವಾಗಿರುತ್ತದೆ. ಮೊಬೈಲ್ ಫೋನ್ ಹಾಗೂ ಕ್ಯಾಮೆರಾ ಬಳಕೆಗೆ ನಿರ್ಬಂಧ ವಿಧಿಸಲಾಗಿದೆ. ಪ್ರವಾಸದ ಅವಧಿ ಸುಮಾರು ಒಂದೂವರೆ ಗಂಟೆಯಾಗಿರುತ್ತದೆ. [296,938,410,1032]
aparichita-body: ಮದ್ದೂರು ತಾಲೂಕಿನ ಗ್ರಾಮವೊಂದರ ಬಳಿ ಅಪರಿಚಿತ ವ್ಯಕ್ತಿಯೊಬ್ಬರನ್ನು ಬರ್ಬರವಾಗಿ ಹತ್ಯೆ ಮಾಡಲಾಗಿದೆ. ದುಷ್ಕರ್ಮಿಗಳು ಹತ್ಯೆ ಮಾಡಿ ಶವವನ್ನು ಎಸೆದು ಪರಾರಿಯಾಗಿದ್ದಾರೆ. ಸ್ಥಳಕ್ಕೆ ಪೊಲೀಸರು ಭೇಟಿ ನೀಡಿ ಪರಿಶೀಲನೆ ನಡೆಸಿದ್ದು, ಮೃತನ ಗುರುತು ಪತ್ತೆಗೆ ಕ್ರಮ ಕೈಗೊಂಡಿದ್ದಾರೆ. [658,1316,888,1343]
